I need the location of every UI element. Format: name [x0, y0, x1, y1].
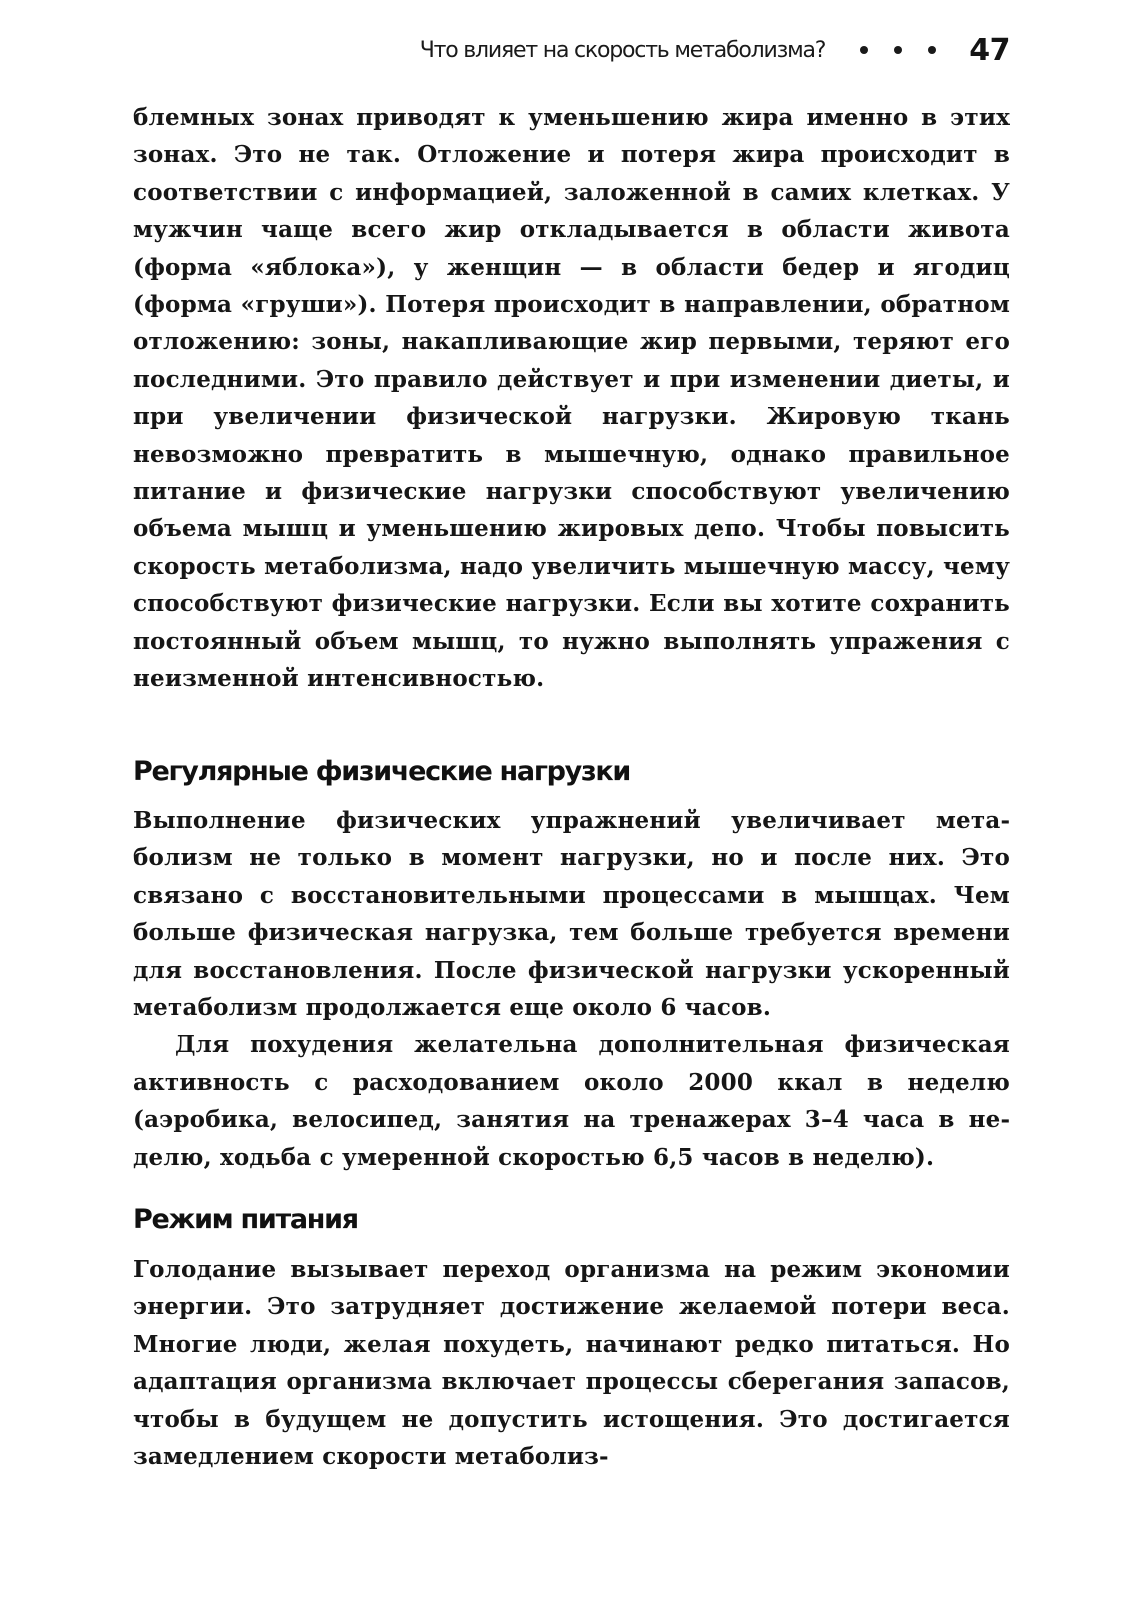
running-title: Что влияет на скорость метаболизма? [419, 37, 826, 63]
body-paragraph: Выполнение физических упражнений увеличивает метаболизм не только в момент нагрузки, но и после них. Это связано с восстановительными процессами в мышцах. Чем больше физическая нагрузка, тем больше требуется времени для восстановления. После физической нагрузки ускоренный метаболизм продолжается еще около 6 часов. [133, 807, 1010, 1022]
dot-icon [928, 46, 936, 54]
body-paragraph: Для похудения желательна дополнительная физическая активность с расходованием около 2000 ккал в неделю (аэробика, велосипед, занятия на тренажерах 3–4 часа в неделю, ходьба с умеренной скоростью 6,5 часов в неделю). [133, 1031, 1010, 1171]
header-dots-ornament [847, 46, 949, 54]
section-text-block [133, 1251, 1010, 1475]
section-heading: Режим питания [133, 1204, 358, 1235]
page-number: 47 [969, 32, 1010, 68]
section-heading: Регулярные физические нагрузки [133, 756, 630, 787]
body-paragraph: блемных зонах приводят к уменьшению жира именно в этих зонах. Это не так. Отложение и потеря жира происходит в соответствии с информацией, заложенной в самих клетках. У мужчин чаще всего жир откладывается в области живота (форма «яблока»), у женщин — в области бедер и ягодиц (форма «груши»). Потеря происходит в направлении, обратном отложению: зоны, накапливающие жир первыми, теряют его последними. Это правило действует и при изменении диеты, и при увеличении физической нагрузки. Жировую ткань невозможно превратить в мышечную, однако правильное питание и физические нагрузки способствуют увеличению объема мышц и уменьшению жировых депо. Чтобы повысить скорость метаболизма, надо увеличить мышечную массу, чему способствуют физические нагрузки. Если вы хотите сохранить постоянный объем мышц, то нужно выполнять упражения с неизменной интенсивностью. [133, 104, 1010, 693]
running-head [420, 30, 1010, 70]
section-text-block [133, 802, 1010, 1176]
dot-icon [894, 46, 902, 54]
body-paragraph: Голодание вызывает переход организма на режим экономии энергии. Это затрудняет достижение желаемой потери веса. Многие люди, желая похудеть, начинают редко питаться. Но адаптация организма включает процессы сберегания запасов, чтобы в будущем не допустить истощения. Это достигается замедлением скорости метаболиз- [133, 1256, 1010, 1471]
intro-text-block [133, 99, 1010, 698]
dot-icon [860, 46, 868, 54]
